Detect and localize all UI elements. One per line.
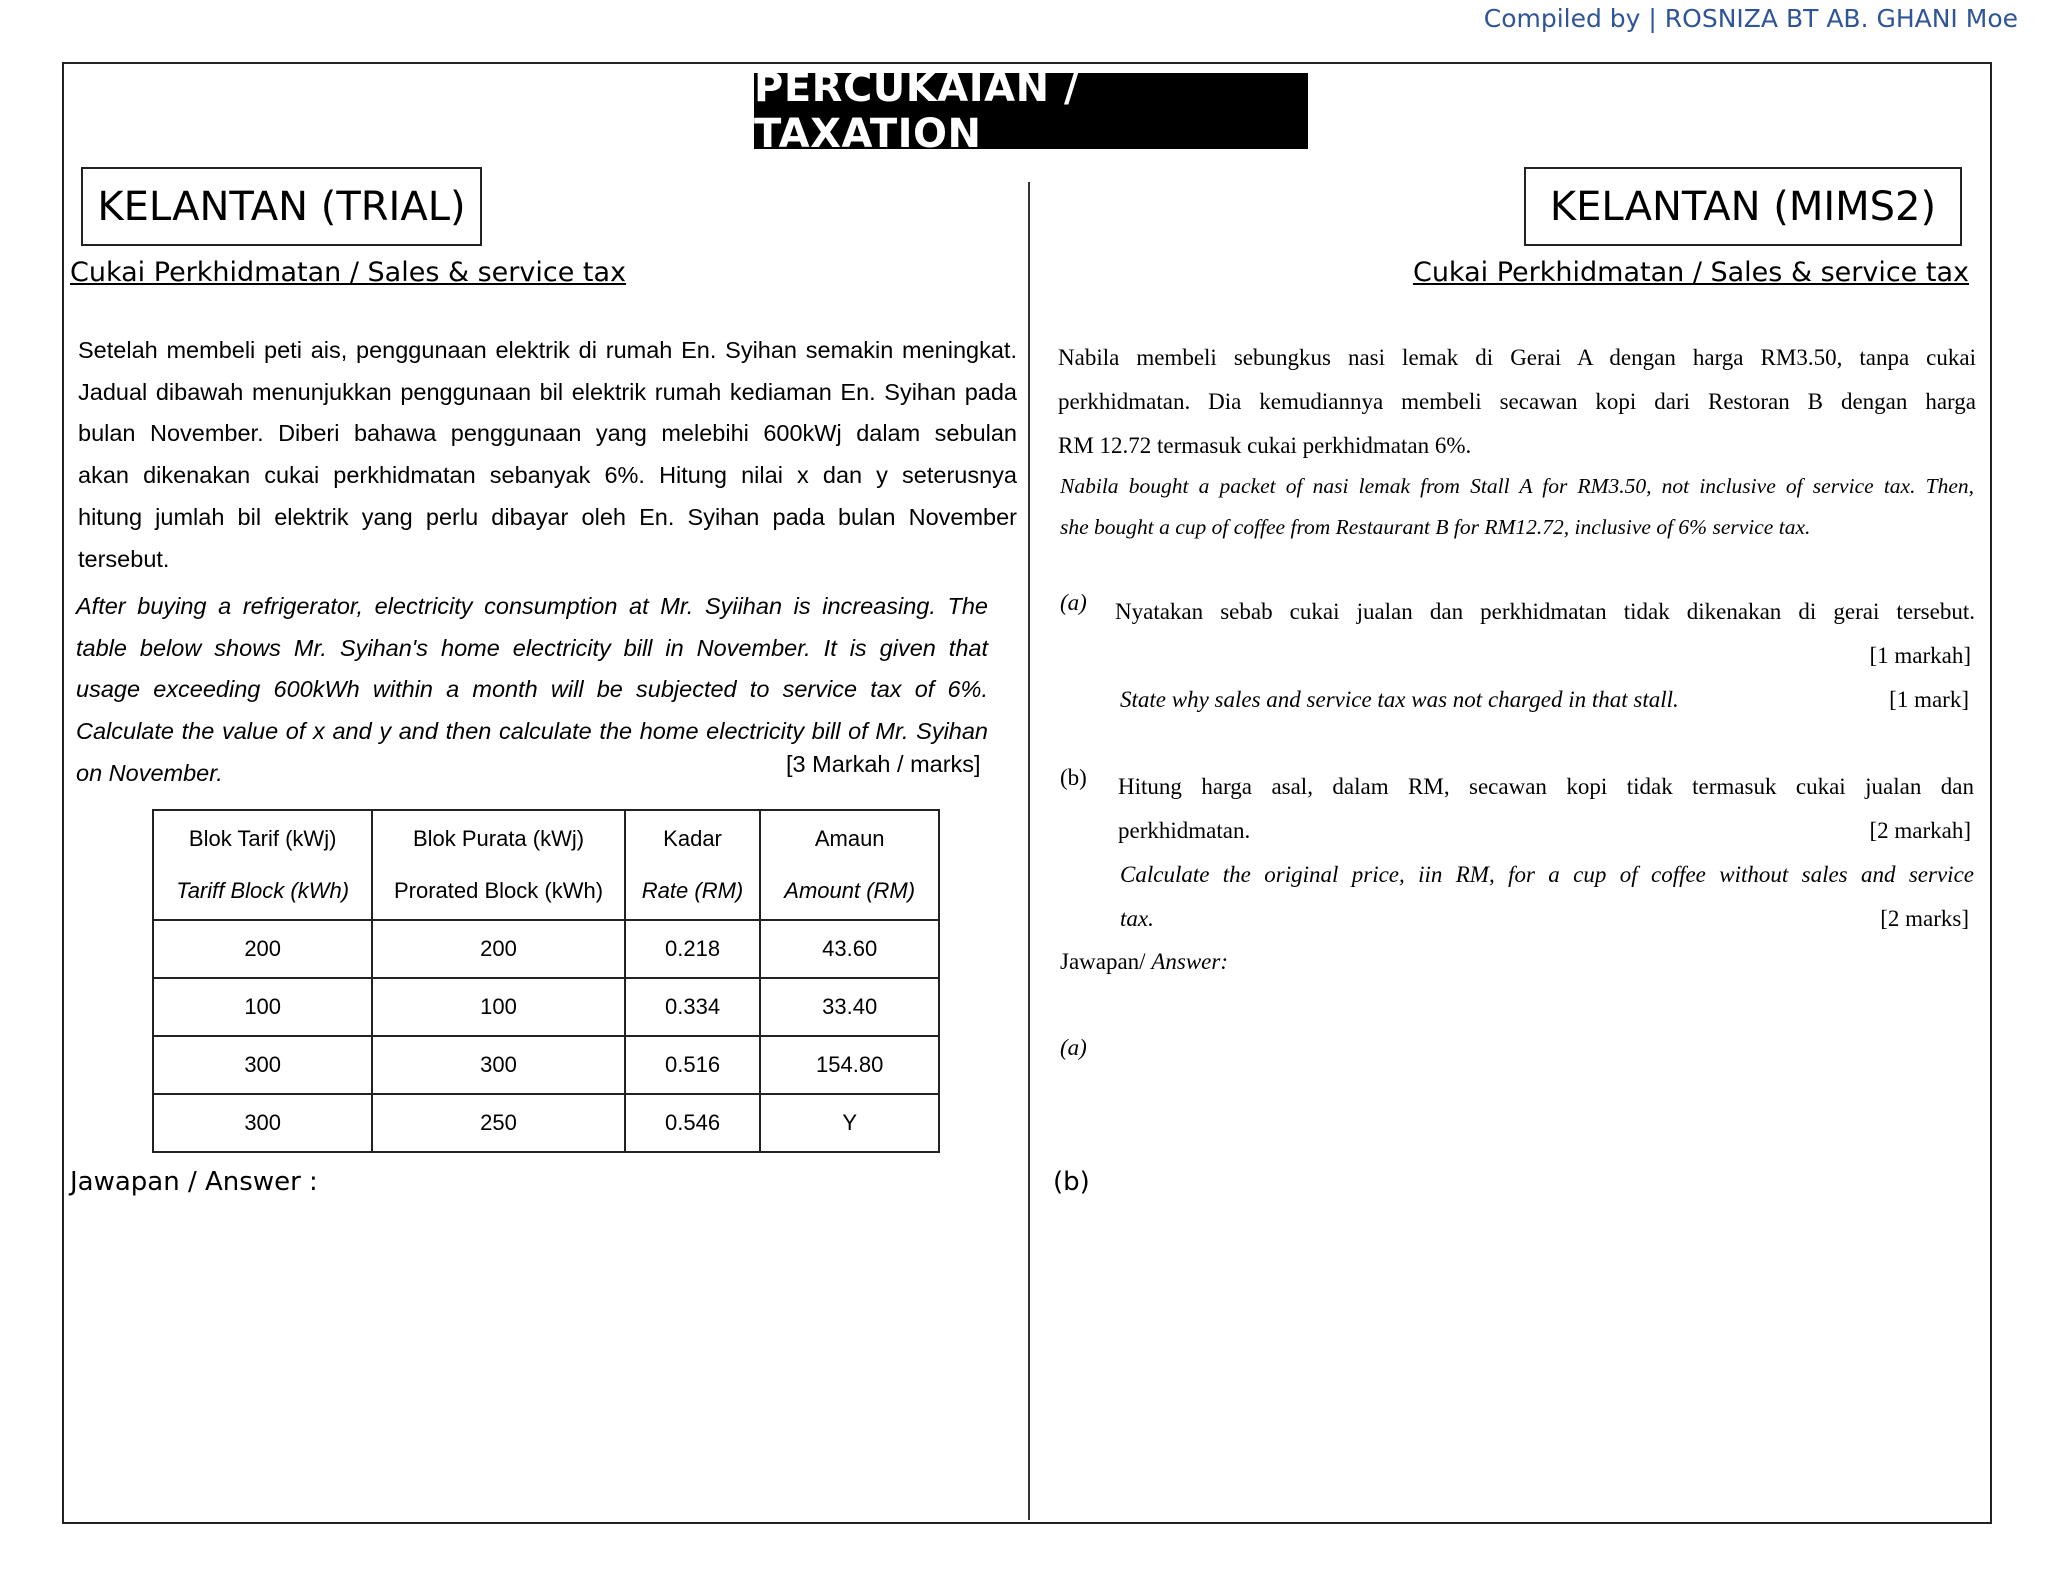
table-row [153,1036,939,1094]
text-line: After buying a refrigerator, electricity consumption at Mr. Syiihan is increasing. The [76,593,988,619]
part-a-english: State why sales and service tax was not charged in that stall. [1120,687,1679,712]
table-row [153,920,939,978]
part-b-marks-english: [2 marks] [1880,906,1969,931]
topic-heading-right: Cukai Perkhidmatan / Sales & service tax [1412,257,1969,288]
table-cell: 200 [372,920,624,978]
text-line: perkhidmatan. Dia kemudiannya membeli secawan kopi dari Restoran B dengan harga [1058,389,1976,414]
part-a-marks-malay: [1 markah] [1869,643,1971,668]
table-cell: 300 [153,1036,372,1094]
table-cell: 0.218 [625,920,761,978]
part-b-label: (b) [1060,765,1087,790]
part-b-marks-malay: [2 markah] [1869,818,1971,843]
column-header [760,810,939,920]
text-line: tersebut. [78,545,170,572]
question-text-malay-right [1058,336,1976,468]
question-text-malay-left [78,330,1017,580]
text-line: she bought a cup of coffee from Restaurant B for RM12.72, inclusive of 6% service tax. [1060,515,1811,539]
text-line: usage exceeding 600kWh within a month will be subjected to service tax of 6%. [76,676,988,703]
page-title: PERCUKAIAN / TAXATION [754,73,1308,149]
region-label-right: KELANTAN (MIMS2) [1524,167,1962,246]
header-english: Rate (RM) [641,878,744,903]
table-cell: 250 [372,1094,624,1152]
header-english: Tariff Block (kWh) [176,878,350,903]
header-english: Prorated Block (kWh) [393,878,604,903]
header-malay: Amaun [814,826,885,851]
part-b-english [1120,853,1974,941]
table-cell: 0.334 [625,978,761,1036]
text-line: on November. [76,759,223,786]
table-row [153,1094,939,1152]
text-line: Calculate the value of x and y and then calculate the home electricity bill of Mr. Syihan [76,718,988,745]
tariff-table [152,809,940,1153]
region-label-left: KELANTAN (TRIAL) [81,167,482,246]
text-line: bulan November. Diberi bahawa penggunaan yang melebihi 600kWj dalam sebulan [78,420,1017,447]
answer-part-b-label: (b) [1053,1167,1090,1197]
part-b-malay [1118,765,1974,853]
part-a-label: (a) [1060,590,1087,615]
table-cell: 43.60 [760,920,939,978]
table-cell: 33.40 [760,978,939,1036]
text-line: Setelah membeli peti ais, penggunaan elektrik di rumah En. Syihan semakin meningkat. [78,337,1017,363]
answer-label-malay: Jawapan/ [1060,949,1146,974]
answer-label-left: Jawapan / Answer : [70,1167,318,1197]
answer-label-right [1060,949,1228,975]
text-line: Hitung harga asal, dalam RM, secawan kopi tidak termasuk cukai jualan dan [1118,774,1974,799]
text-line: perkhidmatan. [1118,818,1251,843]
table-header-row [153,810,939,920]
table-cell: 100 [372,978,624,1036]
answer-part-a-label: (a) [1060,1035,1087,1060]
table-cell: 0.546 [625,1094,761,1152]
part-a-malay: Nyatakan sebab cukai jualan dan perkhidmatan tidak dikenakan di gerai tersebut. [1115,599,1975,624]
table-cell: 200 [153,920,372,978]
column-divider [1028,182,1030,1520]
text-line: akan dikenakan cukai perkhidmatan sebanyak 6%. Hitung nilai x dan y seterusnya [78,462,1017,489]
header-malay: Kadar [663,826,722,851]
part-a-marks-english: [1 mark] [1889,687,1969,712]
table-cell: 300 [372,1036,624,1094]
table-row [153,978,939,1036]
header-english: Amount (RM) [784,878,916,903]
text-line: Nabila bought a packet of nasi lemak from Stall A for RM3.50, not inclusive of service tax. Then, [1060,474,1974,498]
text-line: table below shows Mr. Syihan's home electricity bill in November. It is given that [76,634,988,661]
marks-label-left: [3 Markah / marks] [786,751,981,777]
text-line: Calculate the original price, iin RM, for a cup of coffee without sales and service [1120,862,1974,887]
compiled-by-credit: Compiled by | ROSNIZA BT AB. GHANI Moe [1483,4,2018,33]
table-cell: 300 [153,1094,372,1152]
topic-heading-left: Cukai Perkhidmatan / Sales & service tax [70,257,627,288]
column-header [153,810,372,920]
column-header [372,810,624,920]
header-malay: Blok Tarif (kWj) [188,826,337,851]
column-header [625,810,761,920]
text-line: RM 12.72 termasuk cukai perkhidmatan 6%. [1058,433,1472,458]
text-line: Nabila membeli sebungkus nasi lemak di Gerai A dengan harga RM3.50, tanpa cukai [1058,345,1976,370]
header-malay: Blok Purata (kWj) [412,826,585,851]
text-line: hitung jumlah bil elektrik yang perlu dibayar oleh En. Syihan pada bulan November [78,503,1017,530]
table-cell: Y [760,1094,939,1152]
table-cell: 100 [153,978,372,1036]
answer-label-english: Answer: [1151,949,1228,974]
question-text-english-right [1060,466,1974,548]
text-line: Jadual dibawah menunjukkan penggunaan bil elektrik rumah kediaman En. Syihan pada [78,378,1017,405]
table-cell: 154.80 [760,1036,939,1094]
text-line: tax. [1120,906,1154,931]
table-cell: 0.516 [625,1036,761,1094]
